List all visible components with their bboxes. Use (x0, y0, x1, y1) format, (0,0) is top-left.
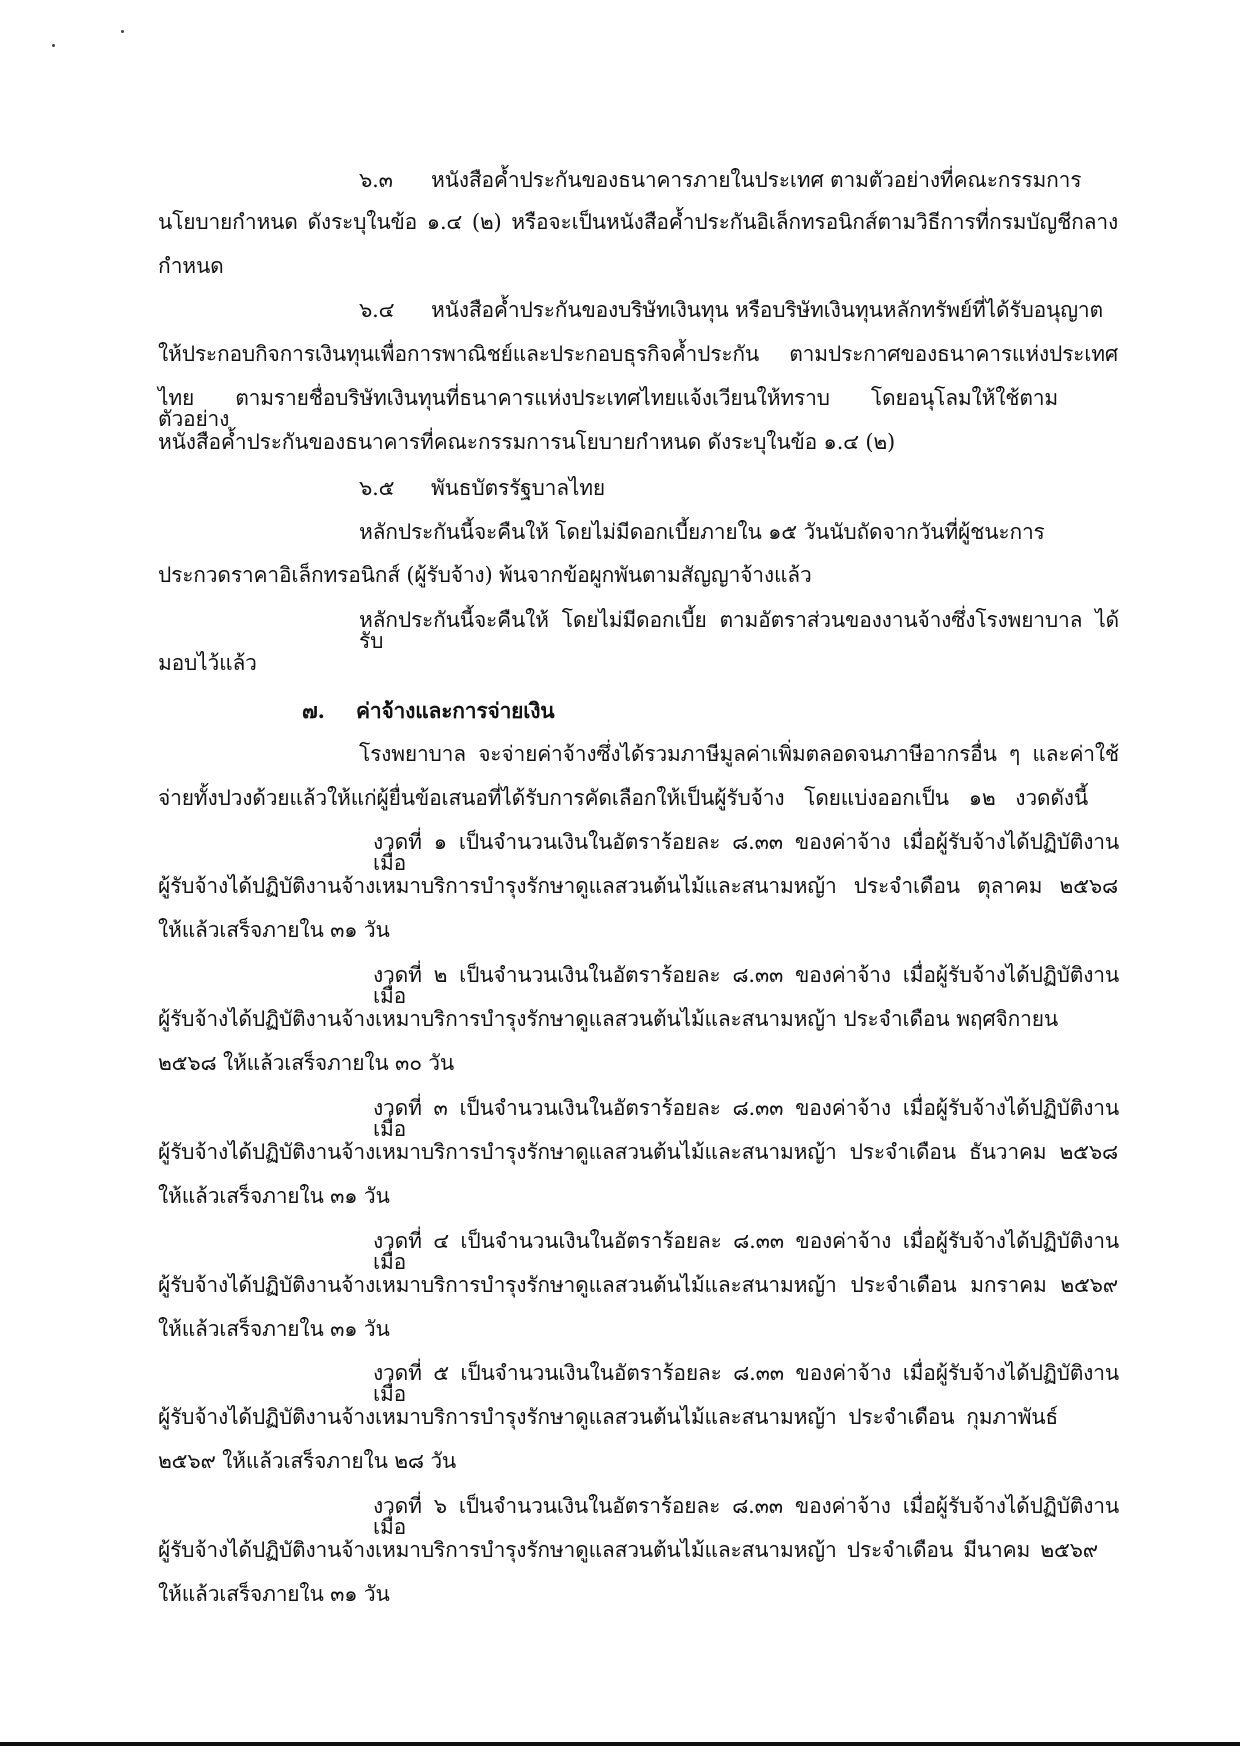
section-7-heading (302, 700, 554, 721)
clause-text: พันธบัตรรัฐบาลไทย (431, 476, 606, 500)
scan-speck (52, 44, 55, 47)
clause-6-4-line-3: ไทย ตามรายชื่อบริษัทเงินทุนที่ธนาคารแห่งประเทศไทยแจ้งเวียนให้ทราบ โดยอนุโลมให้ใช้ตามตัวอย่าง (158, 386, 1058, 431)
installment-2-line-2: ผู้รับจ้างได้ปฏิบัติงานจ้างเหมาบริการบำรุงรักษาดูแลสวนต้นไม้และสนามหญ้า ประจำเดือน พฤศจิกายน (158, 1007, 1058, 1031)
installment-2-line-3: ๒๕๖๘ ให้แล้วเสร็จภายใน ๓๐ วัน (158, 1051, 455, 1075)
installment-6-line-3: ให้แล้วเสร็จภายใน ๓๑ วัน (158, 1582, 390, 1606)
installment-1-line-3: ให้แล้วเสร็จภายใน ๓๑ วัน (158, 918, 390, 942)
section-title: ค่าจ้างและการจ่ายเงิน (356, 698, 555, 723)
return-para-1-line-2: ประกวดราคาอิเล็กทรอนิกส์ (ผู้รับจ้าง) พ้นจากข้อผูกพันตามสัญญาจ้างแล้ว (158, 563, 812, 587)
scan-speck (121, 30, 124, 33)
installment-4-line-1: งวดที่ ๔ เป็นจำนวนเงินในอัตราร้อยละ ๘.๓๓ ของค่าจ้าง เมื่อผู้รับจ้างได้ปฏิบัติงานเมื่อ (373, 1229, 1119, 1274)
section-7-line-2: จ่ายทั้งปวงด้วยแล้วให้แก่ผู้ยื่นข้อเสนอที่ได้รับการคัดเลือกให้เป็นผู้รับจ้าง โดยแบ่งออกเป็น ๑๒ งวดดังนี้ (158, 786, 1088, 810)
installment-6-line-2: ผู้รับจ้างได้ปฏิบัติงานจ้างเหมาบริการบำรุงรักษาดูแลสวนต้นไม้และสนามหญ้า ประจำเดือน มีนาคม ๒๕๖๙ (158, 1538, 1098, 1562)
clause-6-4-line-4: หนังสือค้ำประกันของธนาคารที่คณะกรรมการนโยบายกำหนด ดังระบุในข้อ ๑.๔ (๒) (158, 430, 895, 454)
return-para-2-line-2: มอบไว้แล้ว (158, 651, 257, 675)
installment-5-line-2: ผู้รับจ้างได้ปฏิบัติงานจ้างเหมาบริการบำรุงรักษาดูแลสวนต้นไม้และสนามหญ้า ประจำเดือน กุมภาพันธ์ (158, 1405, 1058, 1429)
installment-1-line-2: ผู้รับจ้างได้ปฏิบัติงานจ้างเหมาบริการบำรุงรักษาดูแลสวนต้นไม้และสนามหญ้า ประจำเดือน ตุลาคม ๒๕๖๘ (158, 874, 1118, 898)
installment-1-line-1: งวดที่ ๑ เป็นจำนวนเงินในอัตราร้อยละ ๘.๓๓ ของค่าจ้าง เมื่อผู้รับจ้างได้ปฏิบัติงานเมื่อ (373, 830, 1119, 875)
installment-2-line-1: งวดที่ ๒ เป็นจำนวนเงินในอัตราร้อยละ ๘.๓๓ ของค่าจ้าง เมื่อผู้รับจ้างได้ปฏิบัติงานเมื่อ (373, 963, 1119, 1008)
scan-bottom-edge (0, 1742, 1240, 1746)
installment-3-line-1: งวดที่ ๓ เป็นจำนวนเงินในอัตราร้อยละ ๘.๓๓ ของค่าจ้าง เมื่อผู้รับจ้างได้ปฏิบัติงานเมื่อ (373, 1096, 1119, 1141)
clause-number: ๖.๓ (359, 168, 393, 192)
installment-4-line-2: ผู้รับจ้างได้ปฏิบัติงานจ้างเหมาบริการบำรุงรักษาดูแลสวนต้นไม้และสนามหญ้า ประจำเดือน มกราคม ๒๕๖๙ (158, 1273, 1118, 1297)
clause-text: หนังสือค้ำประกันของธนาคารภายในประเทศ ตามตัวอย่างที่คณะกรรมการ (431, 168, 1082, 192)
return-para-2-line-1: หลักประกันนี้จะคืนให้ โดยไม่มีดอกเบี้ย ตามอัตราส่วนของงานจ้างซึ่งโรงพยาบาล ได้รับ (359, 608, 1119, 653)
clause-6-4-line-1 (359, 300, 1119, 321)
clause-text: หนังสือค้ำประกันของบริษัทเงินทุน หรือบริษัทเงินทุนหลักทรัพย์ที่ได้รับอนุญาต (431, 298, 1103, 322)
clause-number: ๖.๔ (359, 298, 395, 322)
clause-6-3-line-1 (359, 170, 1119, 191)
clause-6-4-line-2: ให้ประกอบกิจการเงินทุนเพื่อการพาณิชย์และประกอบธุรกิจค้ำประกัน ตามประกาศของธนาคารแห่งประเทศ (158, 342, 1118, 366)
installment-5-line-1: งวดที่ ๕ เป็นจำนวนเงินในอัตราร้อยละ ๘.๓๓ ของค่าจ้าง เมื่อผู้รับจ้างได้ปฏิบัติงานเมื่อ (373, 1361, 1119, 1406)
installment-6-line-1: งวดที่ ๖ เป็นจำนวนเงินในอัตราร้อยละ ๘.๓๓ ของค่าจ้าง เมื่อผู้รับจ้างได้ปฏิบัติงานเมื่อ (373, 1494, 1119, 1539)
installment-3-line-3: ให้แล้วเสร็จภายใน ๓๑ วัน (158, 1184, 390, 1208)
return-para-1-line-1: หลักประกันนี้จะคืนให้ โดยไม่มีดอกเบี้ยภายใน ๑๕ วันนับถัดจากวันที่ผู้ชนะการ (359, 520, 1045, 544)
installment-3-line-2: ผู้รับจ้างได้ปฏิบัติงานจ้างเหมาบริการบำรุงรักษาดูแลสวนต้นไม้และสนามหญ้า ประจำเดือน ธันวาคม ๒๕๖๘ (158, 1140, 1118, 1164)
installment-4-line-3: ให้แล้วเสร็จภายใน ๓๑ วัน (158, 1317, 390, 1341)
section-number: ๗. (302, 698, 325, 723)
installment-5-line-3: ๒๕๖๙ ให้แล้วเสร็จภายใน ๒๘ วัน (158, 1449, 457, 1473)
section-7-line-1: โรงพยาบาล จะจ่ายค่าจ้างซึ่งได้รวมภาษีมูลค่าเพิ่มตลอดจนภาษีอากรอื่น ๆ และค่าใช้ (359, 742, 1119, 766)
clause-6-3-line-2: นโยบายกำหนด ดังระบุในข้อ ๑.๔ (๒) หรือจะเป็นหนังสือค้ำประกันอิเล็กทรอนิกส์ตามวิธีการที่กรมบัญชีกลาง (158, 210, 1118, 234)
clause-number: ๖.๕ (359, 476, 395, 500)
clause-6-3-line-3: กำหนด (158, 254, 224, 278)
clause-6-5-line-1 (359, 478, 605, 499)
